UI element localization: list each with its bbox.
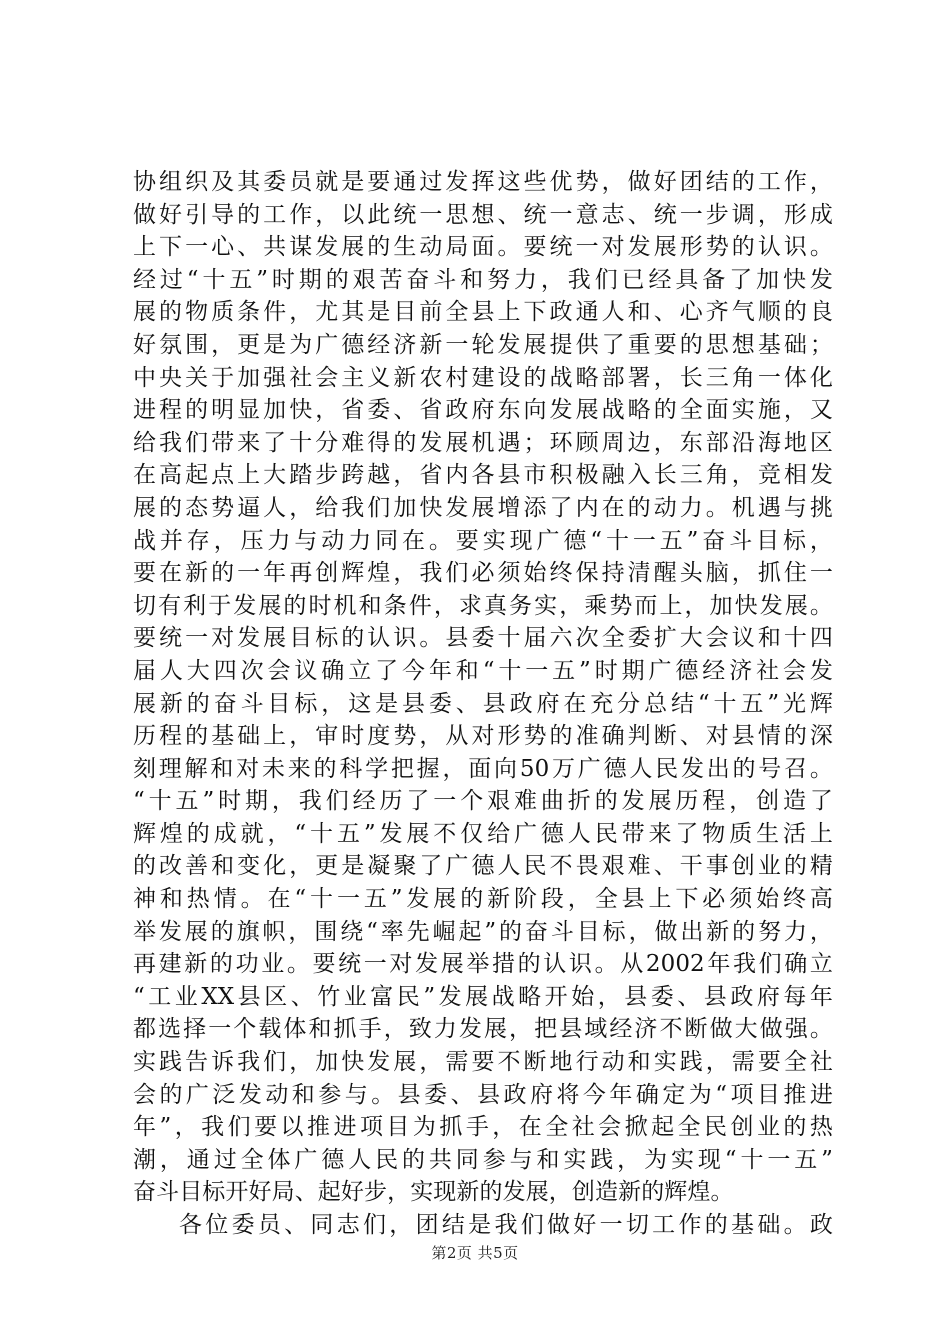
text-line: 的改善和变化，更是凝聚了广德人民不畏艰难、干事创业的精 (133, 853, 833, 880)
text-line: 潮，通过全体广德人民的共同参与和实践，为实现“十一五” (133, 1146, 833, 1173)
text-line: 协组织及其委员就是要通过发挥这些优势，做好团结的工作， (133, 169, 833, 195)
text-line: 经过“十五”时期的艰苦奋斗和努力，我们已经具备了加快发 (133, 266, 833, 293)
text-line: 展的态势逼人，给我们加快发展增添了内在的动力。机遇与挑 (133, 494, 833, 521)
text-line: 在高起点上大踏步跨越，省内各县市积极融入长三角，竞相发 (133, 462, 833, 489)
text-line: 展新的奋斗目标，这是县委、县政府在充分总结“十五”光辉 (133, 690, 833, 717)
text-line: 再建新的功业。要统一对发展举措的认识。从2002年我们确立 (133, 951, 833, 978)
text-line: 刻理解和对未来的科学把握，面向50万广德人民发出的号召。 (133, 755, 833, 782)
text-line: 实践告诉我们，加快发展，需要不断地行动和实践，需要全社 (133, 1049, 833, 1076)
text-line: 会的广泛发动和参与。县委、县政府将今年确定为“项目推进 (133, 1081, 833, 1108)
text-line: 神和热情。在“十一五”发展的新阶段，全县上下必须始终高 (133, 886, 833, 913)
text-line: 上下一心、共谋发展的生动局面。要统一对发展形势的认识。 (133, 234, 833, 261)
text-line: 要统一对发展目标的认识。县委十届六次全委扩大会议和十四 (133, 625, 833, 652)
text-line: 年”，我们要以推进项目为抓手，在全社会掀起全民创业的热 (133, 1114, 833, 1141)
text-line: 进程的明显加快，省委、省政府东向发展战略的全面实施，又 (133, 397, 833, 424)
text-line: 各位委员、同志们，团结是我们做好一切工作的基础。政 (179, 1212, 833, 1238)
text-line: “工业XX县区、竹业富民”发展战略开始，县委、县政府每年 (133, 983, 833, 1010)
text-line: “十五”时期，我们经历了一个艰难曲折的发展历程，创造了 (133, 788, 833, 815)
text-line: 给我们带来了十分难得的发展机遇；环顾周边，东部沿海地区 (133, 429, 833, 456)
text-line: 届人大四次会议确立了今年和“十一五”时期广德经济社会发 (133, 657, 833, 684)
text-line: 切有利于发展的时机和条件，求真务实，乘势而上，加快发展。 (133, 592, 833, 619)
text-line: 都选择一个载体和抓手，致力发展，把县域经济不断做大做强。 (133, 1016, 833, 1043)
text-line: 展的物质条件，尤其是目前全县上下政通人和、心齐气顺的良 (133, 299, 833, 326)
page-number-footer: 第2页 共5页 (431, 1244, 519, 1262)
text-line: 战并存，压力与动力同在。要实现广德“十一五”奋斗目标， (133, 527, 833, 554)
text-line: 奋斗目标开好局、起好步，实现新的发展，创造新的辉煌。 (133, 1179, 734, 1206)
paragraph-1 (133, 166, 833, 1209)
text-line: 举发展的旗帜，围绕“率先崛起”的奋斗目标，做出新的努力， (133, 918, 833, 945)
body-text (133, 166, 833, 1242)
text-line: 要在新的一年再创辉煌，我们必须始终保持清醒头脑，抓住一 (133, 560, 833, 587)
text-line: 好氛围，更是为广德经济新一轮发展提供了重要的思想基础； (133, 331, 833, 358)
text-line: 历程的基础上，审时度势，从对形势的准确判断、对县情的深 (133, 723, 833, 750)
text-line: 中央关于加强社会主义新农村建设的战略部署，长三角一体化 (133, 364, 833, 391)
paragraph-2 (133, 1209, 833, 1242)
text-line: 辉煌的成就，“十五”发展不仅给广德人民带来了物质生活上 (133, 820, 833, 847)
text-line: 做好引导的工作，以此统一思想、统一意志、统一步调，形成 (133, 201, 833, 228)
